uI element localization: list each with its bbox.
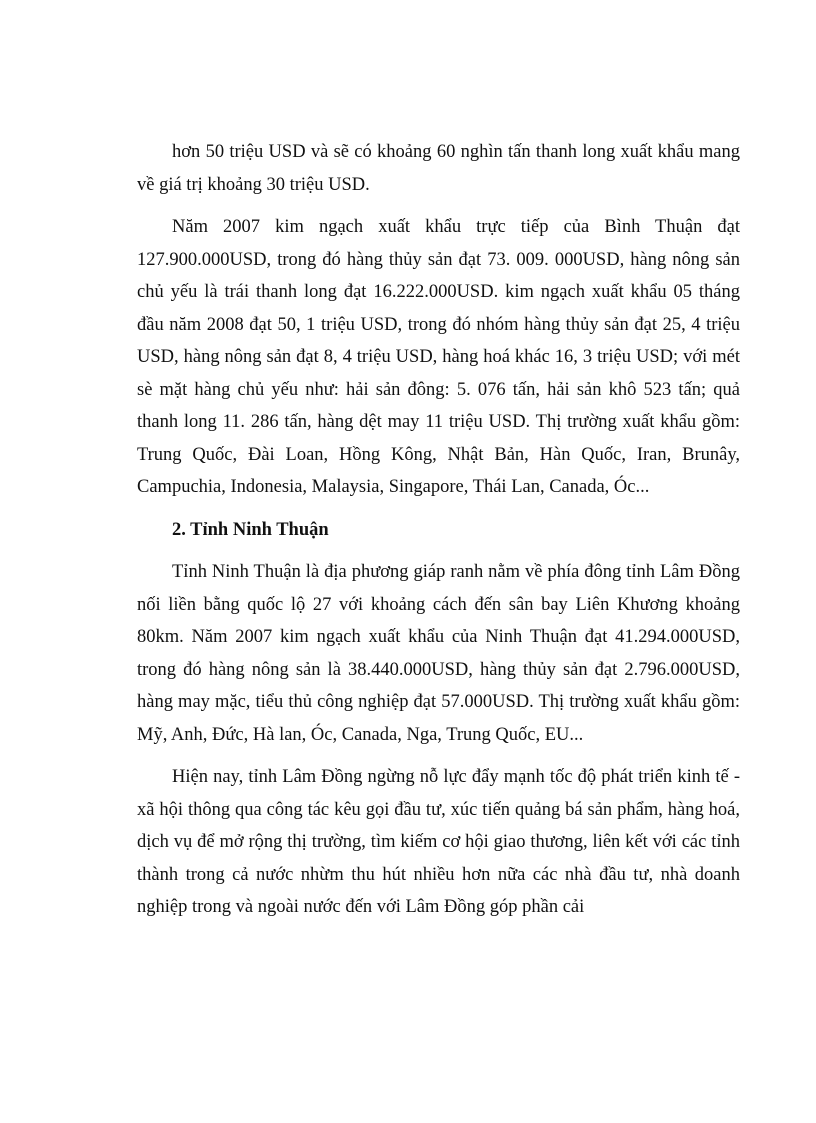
- paragraph-binh-thuan-export: Năm 2007 kim ngạch xuất khẩu trực tiếp của Bình Thuận đạt 127.900.000USD, trong đó hàng thủy sản đạt 73. 009. 000USD, hàng nông sản chủ yếu là trái thanh long đạt 16.222.000USD. kim ngạch xuất khẩu 05 tháng đầu năm 2008 đạt 50, 1 triệu USD, trong đó nhóm hàng thủy sản đạt 25, 4 triệu USD, hàng nông sản đạt 8, 4 triệu USD, hàng hoá khác 16, 3 triệu USD; với mét sè mặt hàng chủ yếu như: hải sản đông: 5. 076 tấn, hải sản khô 523 tấn; quả thanh long 11. 286 tấn, hàng dệt may 11 triệu USD. Thị trường xuất khẩu gồm: Trung Quốc, Đài Loan, Hồng Kông, Nhật Bản, Hàn Quốc, Iran, Brunây, Campuchia, Indonesia, Malaysia, Singapore, Thái Lan, Canada, Óc...: [137, 217, 740, 497]
- paragraph-ninh-thuan-export: Tỉnh Ninh Thuận là địa phương giáp ranh nằm về phía đông tỉnh Lâm Đồng nối liền bằng quốc lộ 27 với khoảng cách đến sân bay Liên Khương khoảng 80km. Năm 2007 kim ngạch xuất khẩu của Ninh Thuận đạt 41.294.000USD, trong đó hàng nông sản là 38.440.000USD, hàng thủy sản đạt 2.796.000USD, hàng may mặc, tiểu thủ công nghiệp đạt 57.000USD. Thị trường xuất khẩu gồm: Mỹ, Anh, Đức, Hà lan, Óc, Canada, Nga, Trung Quốc, EU...: [137, 562, 740, 745]
- document-body: [137, 136, 740, 934]
- section-heading-ninh-thuan: 2. Tỉnh Ninh Thuận: [172, 519, 329, 540]
- paragraph-intro-continuation: hơn 50 triệu USD và sẽ có khoảng 60 nghìn tấn thanh long xuất khẩu mang về giá trị khoảng 30 triệu USD.: [137, 142, 740, 195]
- paragraph-lam-dong-efforts: Hiện nay, tỉnh Lâm Đồng ngừng nỗ lực đẩy mạnh tốc độ phát triển kinh tế - xã hội thông qua công tác kêu gọi đầu tư, xúc tiến quảng bá sản phẩm, hàng hoá, dịch vụ để mở rộng thị trường, tìm kiếm cơ hội giao thương, liên kết với các tỉnh thành trong cả nước nhừm thu hút nhiều hơn nữa các nhà đầu tư, nhà doanh nghiệp trong và ngoài nước đến với Lâm Đồng góp phần cải: [137, 767, 740, 917]
